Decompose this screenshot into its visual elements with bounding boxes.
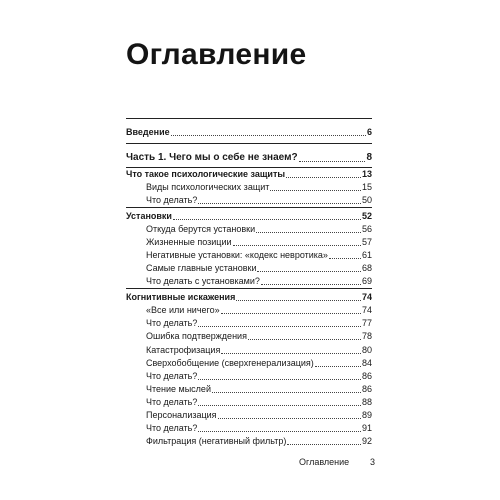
dot-leader (270, 190, 361, 191)
toc-entry-subsection[interactable] (146, 345, 372, 356)
toc-entry-label: Что делать? (146, 195, 198, 205)
chapter-rule (126, 207, 372, 208)
dot-leader (198, 431, 361, 432)
toc-entry-page: 56 (361, 224, 372, 234)
toc-entry-subsection[interactable] (146, 195, 372, 206)
dot-leader (221, 313, 361, 314)
toc-entry-subsection[interactable] (146, 331, 372, 342)
page-title: Оглавление (126, 38, 307, 71)
toc-entry-label: «Все или ничего» (146, 305, 220, 315)
toc-entry-page: 74 (361, 305, 372, 315)
dot-leader (221, 353, 361, 354)
toc-entry-label: Катастрофизация (146, 345, 221, 355)
toc-entry-label: Фильтрация (негативный фильтр) (146, 436, 287, 446)
toc-entry-page: 80 (361, 345, 372, 355)
dot-leader (218, 418, 361, 419)
toc-entry-page: 61 (361, 250, 372, 260)
toc-entry-chapter[interactable] (126, 292, 372, 303)
toc-entry-page: 69 (361, 276, 372, 286)
toc-entry-subsection[interactable] (146, 358, 372, 369)
toc-entry-subsection[interactable] (146, 318, 372, 329)
dot-leader (287, 444, 361, 445)
chapter-rule (126, 288, 372, 289)
toc-entry-page: 86 (361, 384, 372, 394)
toc-entry-chapter[interactable] (126, 211, 372, 222)
dot-leader (315, 366, 361, 367)
toc-entry-label: Что делать? (146, 397, 198, 407)
toc-entry-label: Что делать? (146, 423, 198, 433)
dot-leader (261, 284, 361, 285)
toc-entry-page: 57 (361, 237, 372, 247)
toc-entry-part-1[interactable] (126, 152, 372, 164)
toc-entry-page: 68 (361, 263, 372, 273)
page-number: 3 (370, 457, 376, 467)
toc-entry-subsection[interactable] (146, 397, 372, 408)
dot-leader (256, 232, 361, 233)
toc-entry-label: Чтение мыслей (146, 384, 211, 394)
dot-leader (233, 245, 361, 246)
toc-entry-label: Часть 1. Чего мы о себе не знаем? (126, 152, 298, 163)
dot-leader (257, 271, 361, 272)
dot-leader (299, 161, 366, 162)
toc-entry-label: Ошибка подтверждения (146, 331, 247, 341)
top-rule (126, 118, 372, 119)
toc-entry-page: 84 (361, 358, 372, 368)
toc-entry-label: Самые главные установки (146, 263, 257, 273)
toc-entry-subsection[interactable] (146, 182, 372, 193)
toc-entry-subsection[interactable] (146, 276, 372, 287)
toc-entry-page: 50 (361, 195, 372, 205)
table-of-contents (126, 0, 372, 500)
part-rule (126, 167, 372, 168)
toc-entry-subsection[interactable] (146, 224, 372, 235)
dot-leader (329, 258, 361, 259)
toc-entry-subsection[interactable] (146, 250, 372, 261)
toc-entry-label: Жизненные позиции (146, 237, 232, 247)
toc-entry-subsection[interactable] (146, 371, 372, 382)
dot-leader (171, 135, 366, 136)
toc-entry-label: Что делать? (146, 318, 198, 328)
toc-entry-label: Что делать? (146, 371, 198, 381)
toc-entry-subsection[interactable] (146, 237, 372, 248)
toc-entry-subsection[interactable] (146, 410, 372, 421)
toc-entry-subsection[interactable] (146, 263, 372, 274)
dot-leader (198, 326, 361, 327)
toc-entry-page: 91 (361, 423, 372, 433)
running-footer: Оглавление (299, 457, 350, 467)
toc-entry-chapter[interactable] (126, 169, 372, 180)
dot-leader (198, 379, 361, 380)
toc-entry-page: 52 (361, 211, 372, 221)
toc-entry-label: Что такое психологические защиты (126, 169, 286, 179)
toc-entry-page: 78 (361, 331, 372, 341)
toc-entry-subsection[interactable] (146, 423, 372, 434)
toc-entry-page: 88 (361, 397, 372, 407)
toc-entry-page: 92 (361, 436, 372, 446)
toc-entry-page: 6 (366, 127, 372, 137)
dot-leader (173, 219, 361, 220)
toc-entry-page: 89 (361, 410, 372, 420)
section-rule (126, 143, 372, 144)
toc-entry-subsection[interactable] (146, 384, 372, 395)
toc-entry-label: Когнитивные искажения (126, 292, 236, 302)
dot-leader (198, 203, 361, 204)
dot-leader (286, 177, 361, 178)
toc-entry-page: 13 (361, 169, 372, 179)
toc-entry-label: Виды психологических защит (146, 182, 270, 192)
toc-entry-page: 74 (361, 292, 372, 302)
toc-entry-subsection[interactable] (146, 305, 372, 316)
dot-leader (236, 300, 361, 301)
dot-leader (212, 392, 361, 393)
toc-entry-label: Персонализация (146, 410, 217, 420)
toc-entry-page: 86 (361, 371, 372, 381)
toc-entry-label: Откуда берутся установки (146, 224, 256, 234)
toc-entry-label: Что делать с установками? (146, 276, 260, 286)
toc-entry-label: Негативные установки: «кодекс невротика» (146, 250, 328, 260)
dot-leader (198, 405, 361, 406)
toc-entry-subsection[interactable] (146, 436, 372, 447)
dot-leader (248, 339, 361, 340)
toc-entry-page: 77 (361, 318, 372, 328)
toc-entry-label: Введение (126, 127, 170, 137)
toc-entry-label: Сверхобобщение (сверхгенерализация) (146, 358, 314, 368)
toc-entry-label: Установки (126, 211, 172, 221)
toc-entry-page: 15 (361, 182, 372, 192)
toc-entry-introduction[interactable] (126, 127, 372, 138)
toc-entry-page: 8 (366, 152, 372, 163)
